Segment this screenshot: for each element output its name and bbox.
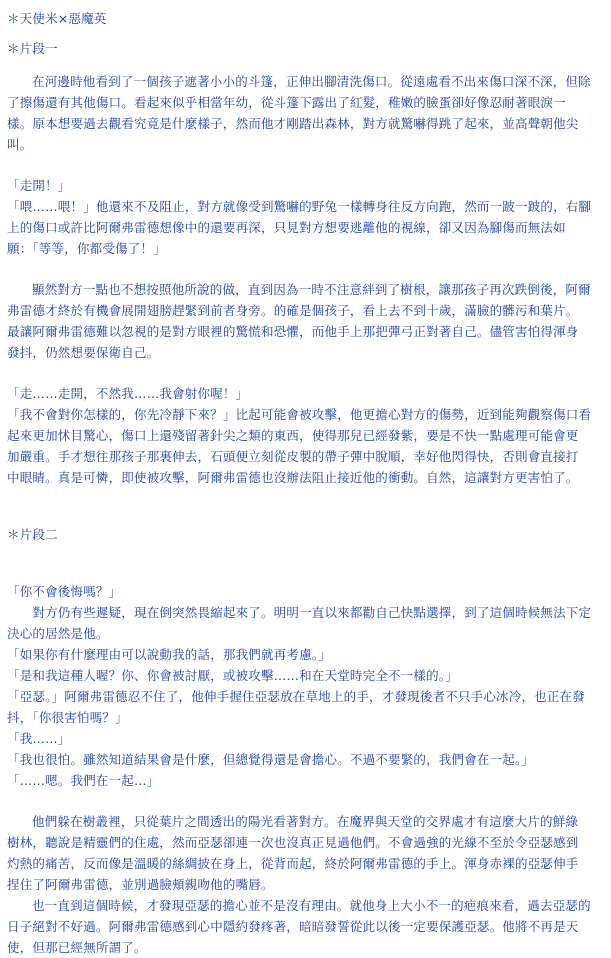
paragraph-line: 了擦傷還有其他傷口。看起來似乎相當年幼，從斗篷下露出了紅髮，稚嫩的臉蛋卻好像忍耐著眼淚一 bbox=[7, 95, 566, 110]
dialog-line: 「走開！」 bbox=[7, 178, 71, 193]
paragraph-line: 顯然對方一點也不想按照他所說的做，直到因為一時不注意絆到了樹根，讓那孩子再次跌倒後，阿爾 bbox=[32, 282, 591, 297]
dialog-line: 中眼睛。真是可憐，即使被攻擊，阿爾弗雷德也沒辦法阻止接近他的衝動。自然，這讓對方更害怕了。 bbox=[7, 470, 579, 485]
dialog-line: 「走……走開，不然我……我會射你喔！」 bbox=[7, 386, 249, 401]
dialog-line: 「我……」 bbox=[7, 731, 71, 746]
dialog-line: 「我不會對你怎樣的，你先冷靜下來？」比起可能會被攻擊，他更擔心對方的傷勢，近到能夠觀察傷口看 bbox=[7, 407, 592, 422]
dialog-line: 抖，「你很害怕嗎？」 bbox=[7, 710, 128, 725]
dialog-line: 「我也很怕。雖然知道結果會是什麼，但總覺得還是會擔心。不過不要緊的，我們會在一起。」 bbox=[7, 752, 535, 767]
dialog-line: 上的傷口或許比阿爾弗雷德想像中的還要再深，只見對方想要逃離他的視線，卻又因為腳傷而無法如 bbox=[7, 220, 566, 235]
paragraph-line: 發抖，仍然想要保衛自己。 bbox=[7, 345, 160, 360]
dialog-line: 「喂……喂！」他還來不及阻止，對方就像受到驚嚇的野兔一樣轉身往反方向跑，然而一跛一跛的，右腳 bbox=[7, 199, 592, 214]
dialog-line: 決心的居然是他。 bbox=[7, 626, 109, 641]
dialog-line: 「亞瑟。」阿爾弗雷德忍不住了，他伸手握住亞瑟放在草地上的手，才發現後者不只手心冰冷，也正在發 bbox=[7, 689, 585, 704]
paragraph-line: 弗雷德才終於有機會展開翅膀趕緊到前者身旁。的確是個孩子，看上去不到十歲，滿臉的髒污和葉片。 bbox=[7, 303, 579, 318]
section-heading-2: ＊片段二 bbox=[7, 527, 58, 542]
dialog-line: 「你不會後悔嗎？」 bbox=[7, 584, 122, 599]
paragraph-line: 日子絕對不好過。阿爾弗雷德感到心中隱約發疼著，暗暗發誓從此以後一定要保護亞瑟。他將不再是天 bbox=[7, 919, 579, 934]
document-title: ＊天使米×惡魔英 bbox=[7, 11, 107, 26]
dialog-line: 加嚴重。手才想往那孩子那裏伸去，石頭便立刻從皮製的帶子彈中脫順，幸好他閃得快，否則會直接打 bbox=[7, 449, 579, 464]
paragraph-line: 叫。 bbox=[7, 137, 33, 152]
paragraph-line: 在河邊時他看到了一個孩子遮著小小的斗篷，正伸出腳清洗傷口。從遠處看不出來傷口深不深，但除 bbox=[32, 74, 591, 89]
paragraph-line: 使，但那已經無所謂了。 bbox=[7, 940, 147, 955]
paragraph-line: 也一直到這個時候，才發現亞瑟的擔心並不是沒有理由。就他身上大小不一的疤痕來看，過去亞瑟的 bbox=[32, 898, 591, 913]
paragraph-line: 樹林，聽說是精靈們的住處，然而亞瑟卻連一次也沒真正見過他們。不會過強的光線不至於令亞瑟感到 bbox=[7, 835, 579, 850]
paragraph-line: 他們躲在樹叢裡，只從葉片之間透出的陽光看著對方。在魔界與天堂的交界處才有這麼大片的鮮綠 bbox=[32, 814, 579, 829]
paragraph-line: 捏住了阿爾弗雷德，並別過臉頰親吻他的嘴唇。 bbox=[7, 877, 274, 892]
dialog-line: 願：「等等，你都受傷了！」 bbox=[7, 241, 166, 256]
paragraph-line: 灼熱的痛苦，反而像是溫暖的絲綢披在身上，從背而起，終於阿爾弗雷德的手上。渾身赤裸的亞瑟伸手 bbox=[7, 856, 579, 871]
dialog-line: 對方仍有些遲疑，現在倒突然畏縮起來了。明明一直以來都勸自己快點選擇，到了這個時候無法下定 bbox=[7, 605, 592, 620]
paragraph-line: 最讓阿爾弗雷德難以忽視的是對方眼裡的驚慌和恐懼，而他手上那把彈弓正對著自己。儘管害怕得渾身 bbox=[7, 324, 579, 339]
paragraph-line: 樣。原本想要過去觀看究竟是什麼樣子，然而他才剛踏出森林，對方就驚嚇得跳了起來，並高聲朝他尖 bbox=[7, 116, 579, 131]
dialog-line: 「是和我這種人喔？你、你會被討厭，或被攻擊……和在天堂時完全不一樣的。」 bbox=[7, 668, 458, 683]
dialog-line: 起來更加怵目驚心，傷口上還殘留著針尖之類的東西，使得那兒已經發紫，要是不快一點處理可能會更 bbox=[7, 428, 579, 443]
section-heading-1: ＊片段一 bbox=[7, 41, 58, 56]
dialog-line: 「如果你有什麼理由可以說動我的話，那我們就再考慮。」 bbox=[7, 647, 331, 662]
dialog-line: 「……嗯。我們在一起…」 bbox=[7, 773, 160, 788]
